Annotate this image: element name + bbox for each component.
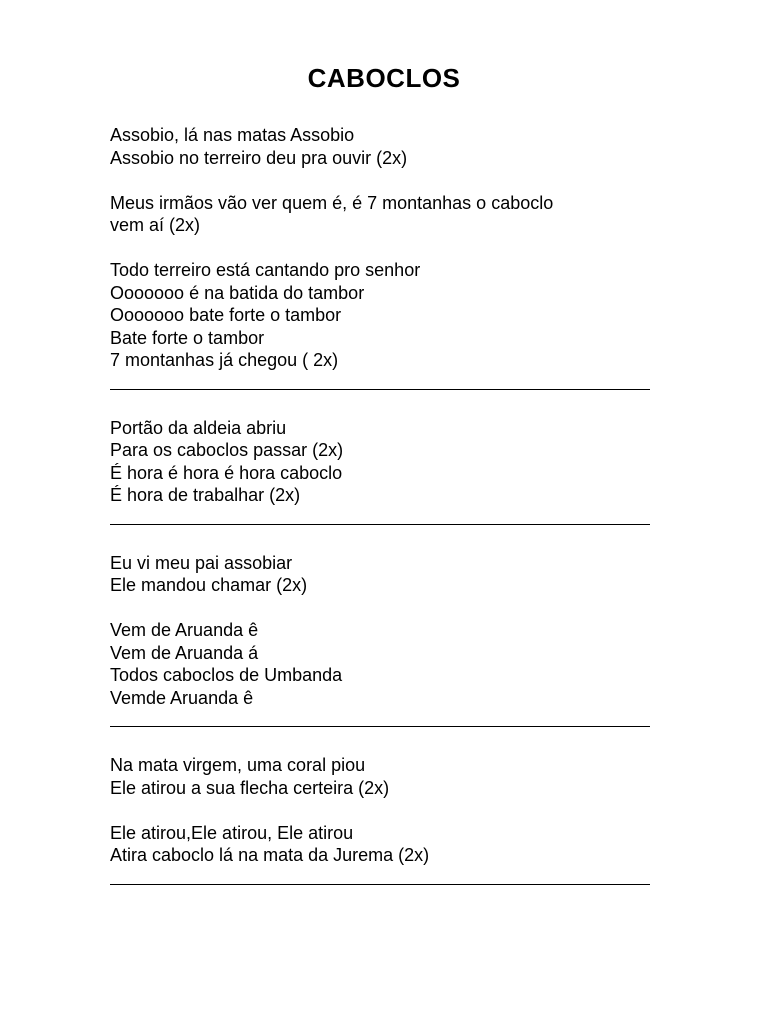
lyric-line: Vem de Aruanda á (110, 642, 259, 663)
lyric-line: Ooooooo é na batida do tambor (110, 282, 365, 303)
lyric-line: Portão da aldeia abriu (110, 417, 287, 438)
lyric-line: Para os caboclos passar (2x) (110, 440, 344, 460)
lyric-line: Meus irmãos vão ver quem é, é 7 montanhas o caboclo (110, 192, 554, 213)
lyric-line: É hora de trabalhar (2x) (110, 485, 301, 505)
lyric-line: vem aí (2x) (110, 215, 201, 235)
section-divider (110, 507, 670, 530)
lyric-line: Ele atirou a sua flecha certeira (2x) (110, 777, 390, 798)
page-title: CABOCLOS (307, 63, 461, 93)
lyric-line: Ele atirou,Ele atirou, Ele atirou (110, 822, 354, 843)
blank-line (110, 799, 670, 822)
lyric-line: 7 montanhas já chegou ( 2x) (110, 350, 339, 370)
lyric-line: É hora é hora é hora caboclo (110, 462, 343, 483)
blank-line (110, 732, 670, 755)
lyric-line: Todos caboclos de Umbanda (110, 665, 343, 685)
lyric-line: Atira caboclo lá na mata da Jurema (2x) (110, 845, 430, 865)
lyric-line: Ooooooo bate forte o tambor (110, 305, 342, 325)
section-divider (110, 372, 670, 395)
lyric-line: Assobio, lá nas matas Assobio (110, 125, 355, 145)
blank-line (110, 237, 670, 260)
blank-line (110, 394, 670, 417)
lyric-line: Ele mandou chamar (2x) (110, 575, 308, 595)
blank-line (110, 597, 670, 620)
section-divider (110, 867, 670, 890)
lyric-line: Eu vi meu pai assobiar (110, 552, 293, 573)
lyric-line: Vemde Aruanda ê (110, 687, 254, 708)
section-divider (110, 709, 670, 732)
lyric-line: Bate forte o tambor (110, 327, 265, 348)
lyric-line: Todo terreiro está cantando pro senhor (110, 260, 421, 280)
lyric-line: Na mata virgem, uma coral piou (110, 755, 366, 775)
lyric-line: Vem de Aruanda ê (110, 620, 259, 640)
blank-line (110, 169, 670, 192)
lyrics-body (110, 124, 670, 889)
blank-line (110, 529, 670, 552)
lyric-line: Assobio no terreiro deu pra ouvir (2x) (110, 147, 408, 168)
